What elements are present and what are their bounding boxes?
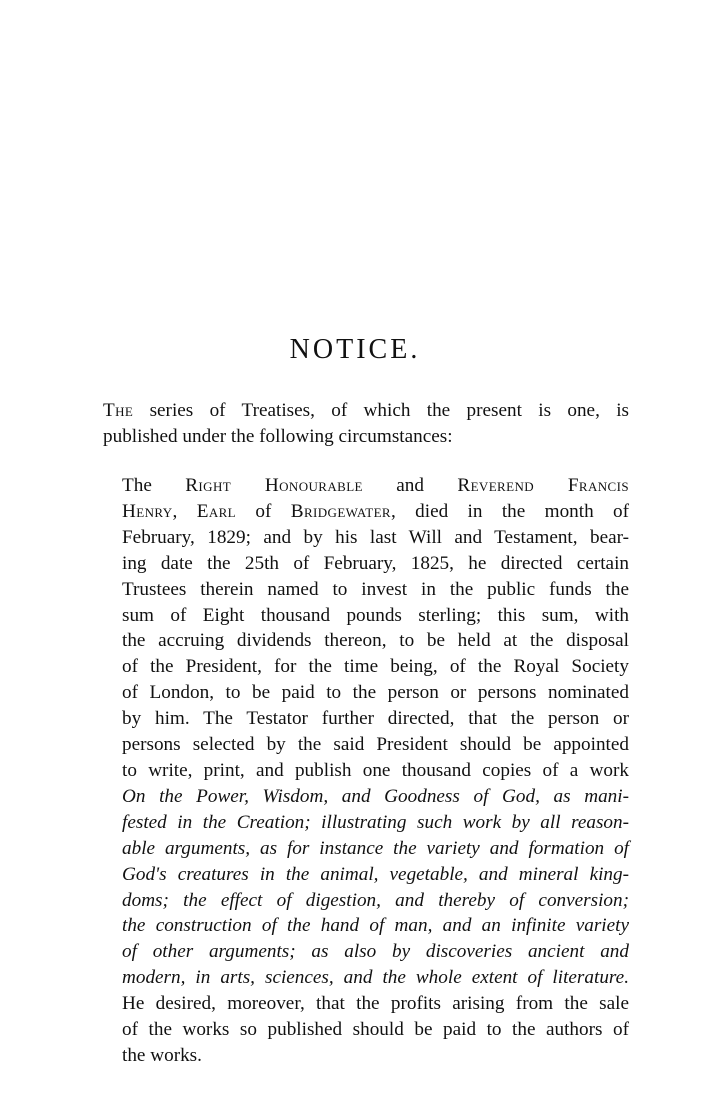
text-fragment: ,: [172, 500, 197, 522]
small-caps-lead: The: [103, 400, 134, 421]
text-fragment: , died in the month of: [391, 500, 630, 522]
italic-text-line: doms; the effect of digestion, and thereby of conversion;: [122, 889, 629, 911]
italic-text-line: able arguments, as for instance the variety and formation of: [122, 837, 629, 859]
text-fragment: of: [236, 500, 291, 522]
text-line: of London, to be paid to the person or persons nominated: [122, 682, 629, 704]
text-line: ing date the 25th of February, 1825, he directed certain: [122, 552, 629, 574]
text-line: [103, 398, 629, 424]
italic-text-line: fested in the Creation; illustrating such work by all reason-: [122, 811, 629, 833]
small-caps-title: Right Honourable: [185, 475, 363, 496]
text-line: Trustees therein named to invest in the public funds the: [122, 578, 629, 600]
text-line: by him. The Testator further directed, that the person or: [122, 708, 629, 730]
text-fragment: and: [362, 475, 458, 496]
italic-text-line: God's creatures in the animal, vegetable, and mineral king-: [122, 863, 629, 885]
text-line: the works.: [122, 1044, 202, 1066]
page-title: NOTICE.: [289, 334, 421, 365]
text-line: sum of Eight thousand pounds sterling; this sum, with: [122, 604, 629, 626]
text-line: [103, 499, 629, 525]
text-line: the accruing dividends thereon, to be held at the disposal: [122, 630, 629, 652]
small-caps-name: Francis: [534, 475, 629, 496]
intro-paragraph: [103, 398, 629, 450]
body-paragraph: [103, 473, 629, 1069]
text-fragment: series of Treatises, of which the present is one, is: [133, 400, 629, 421]
italic-text-line: On the Power, Wisdom, and Goodness of God, as mani-: [122, 785, 629, 807]
text-line: to write, print, and publish one thousand copies of a work: [122, 759, 629, 781]
italic-text-line: of other arguments; as also by discoveries ancient and: [122, 941, 629, 963]
small-caps-title: Reverend: [457, 475, 535, 496]
text-line: of the works so published should be paid to the authors of: [122, 1019, 629, 1041]
italic-text-line: the construction of the hand of man, and an infinite variety: [122, 915, 629, 937]
small-caps-name: Henry: [122, 500, 173, 522]
text-line: of the President, for the time being, of the Royal Society: [122, 656, 629, 678]
text-line: February, 1829; and by his last Will and Testament, bear-: [122, 526, 629, 548]
text-line: persons selected by the said President should be appointed: [122, 734, 629, 756]
small-caps-name: Bridgewater: [290, 500, 391, 522]
small-caps-title: Earl: [196, 500, 237, 522]
text-line: published under the following circumstances:: [103, 425, 453, 447]
text-line: He desired, moreover, that the profits arising from the sale: [122, 993, 629, 1015]
text-line: [103, 473, 629, 499]
text-fragment: The: [122, 475, 186, 496]
italic-text-line: modern, in arts, sciences, and the whole extent of literature.: [122, 967, 629, 989]
